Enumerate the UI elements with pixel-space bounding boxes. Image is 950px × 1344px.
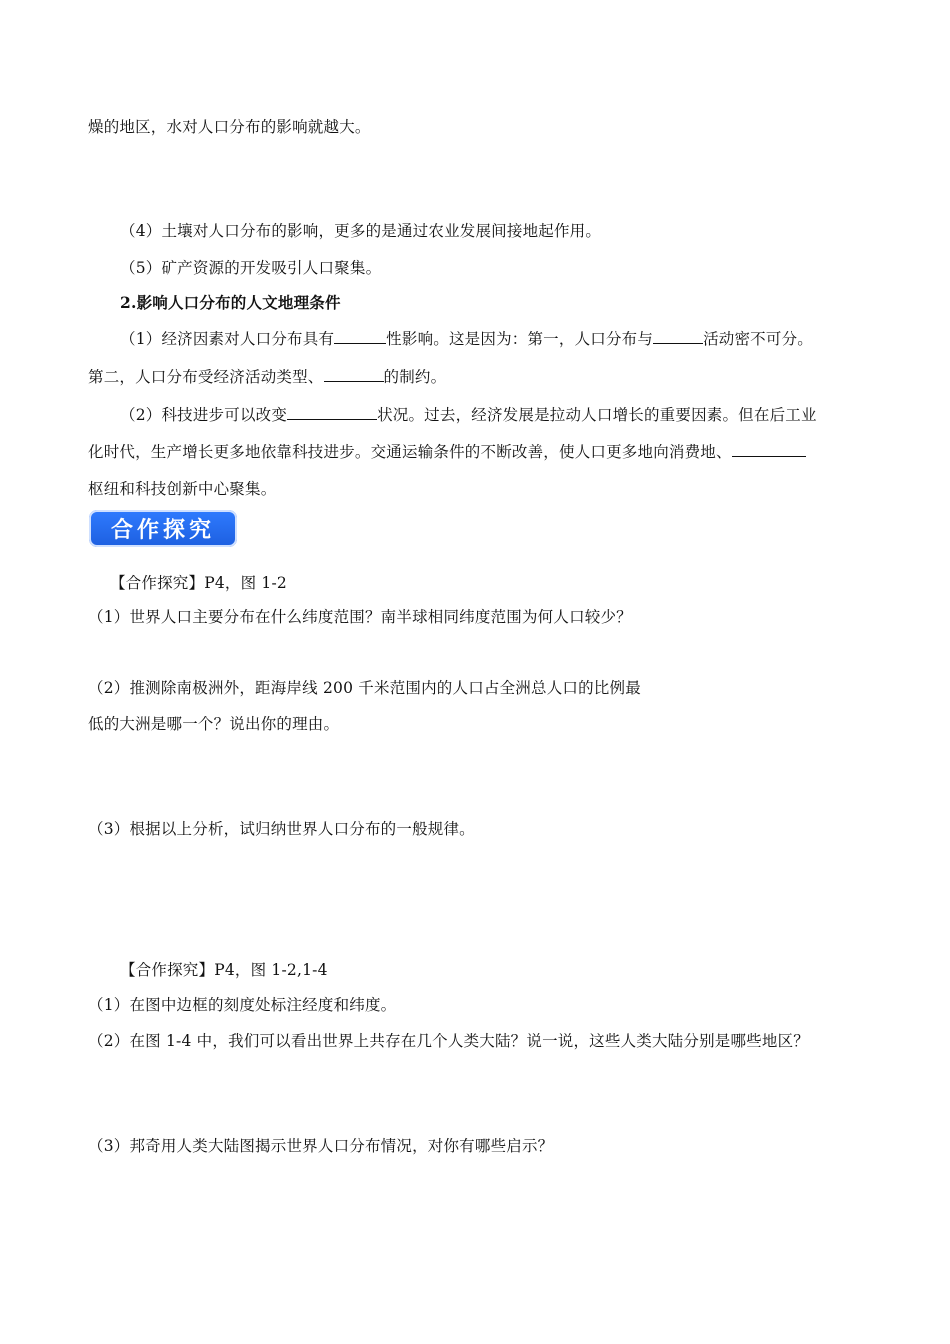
text-segment: 活动密不可分。 [703, 330, 813, 348]
text-segment: （1）经济因素对人口分布具有 [120, 330, 335, 348]
section1-title: 【合作探究】P4，图 1-2 [110, 574, 287, 592]
section2-question-2: （2）在图 1-4 中，我们可以看出世界上共存在几个人类大陆？说一说，这些人类大陆分别是哪些地区？ [88, 1032, 809, 1050]
text-segment: （2）科技进步可以改变 [120, 406, 288, 424]
paragraph-economic-activity-type [88, 367, 446, 387]
text-segment: 第二，人口分布受经济活动类型、 [88, 368, 324, 386]
paragraph-mineral-resources: （5）矿产资源的开发吸引人口聚集。 [120, 259, 382, 277]
heading-human-geography-conditions: 2.影响人口分布的人文地理条件 [120, 293, 341, 312]
fill-blank[interactable] [334, 329, 386, 344]
paragraph-water-influence: 燥的地区，水对人口分布的影响就越大。 [88, 118, 371, 136]
paragraph-soil-influence: （4）土壤对人口分布的影响，更多的是通过农业发展间接地起作用。 [120, 222, 602, 240]
text-segment: 的制约。 [383, 368, 447, 386]
text-segment: 状况。过去，经济发展是拉动人口增长的重要因素。但在后工业 [377, 406, 817, 424]
section1-question-3: （3）根据以上分析，试归纳世界人口分布的一般规律。 [88, 820, 475, 838]
section2-title: 【合作探究】P4，图 1-2,1-4 [120, 961, 328, 979]
text-segment: 化时代，生产增长更多地依靠科技进步。交通运输条件的不断改善，使人口更多地向消费地、 [88, 443, 732, 461]
cooperative-inquiry-badge [89, 510, 237, 547]
paragraph-technology-progress [120, 405, 817, 425]
paragraph-hubs: 枢纽和科技创新中心聚集。 [88, 480, 277, 498]
section1-question-2b: 低的大洲是哪一个？说出你的理由。 [88, 715, 340, 733]
badge-label: 合作探究 [110, 518, 215, 543]
fill-blank[interactable] [324, 367, 384, 382]
section1-question-2a: （2）推测除南极洲外，距海岸线 200 千米范围内的人口占全洲总人口的比例最 [88, 679, 641, 697]
text-segment: 性影响。这是因为：第一，人口分布与 [386, 330, 654, 348]
fill-blank[interactable] [287, 405, 377, 420]
section2-question-3: （3）邦奇用人类大陆图揭示世界人口分布情况，对你有哪些启示？ [88, 1137, 554, 1155]
fill-blank[interactable] [653, 329, 703, 344]
paragraph-post-industrial [88, 442, 806, 462]
fill-blank[interactable] [732, 442, 806, 457]
paragraph-economic-factors [120, 329, 813, 349]
section1-question-1: （1）世界人口主要分布在什么纬度范围？南半球相同纬度范围为何人口较少？ [88, 608, 632, 626]
section2-question-1: （1）在图中边框的刻度处标注经度和纬度。 [88, 996, 397, 1014]
